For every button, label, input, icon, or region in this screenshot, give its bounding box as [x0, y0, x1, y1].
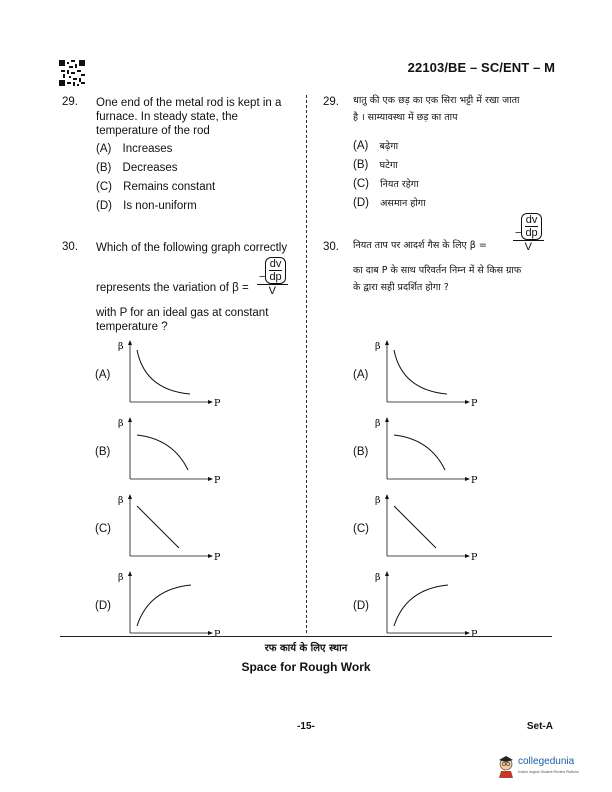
right-q29-text2: है । साम्यावस्था में छड़ का ताप — [353, 112, 458, 123]
x-axis-label: P — [214, 629, 221, 640]
left-graph-a-label: (A) — [95, 369, 111, 381]
left-q30-number: 30. — [62, 241, 78, 253]
page-number: -15- — [297, 721, 315, 732]
y-axis-label: β — [375, 418, 381, 429]
x-axis-label: P — [471, 475, 478, 486]
right-q30-line2: का दाब P के साथ परिवर्तन निम्न में से किस ग्राफ — [353, 265, 522, 276]
curve-decreasing-hyperbola — [394, 350, 447, 394]
left-q30-line2: represents the variation of β = — [96, 282, 249, 294]
rough-work-english: Space for Rough Work — [241, 660, 371, 674]
right-q30-number: 30. — [323, 241, 339, 253]
left-q30-line3: with P for an ideal gas at constant temperature ? — [96, 307, 269, 333]
curve-concave-down — [137, 435, 188, 470]
left-q30-line1: Which of the following graph correctly — [96, 242, 288, 254]
curve-straight-line — [137, 506, 179, 548]
right-q29-option-b: (B) घटेगा — [353, 159, 398, 171]
left-graph-a — [115, 338, 225, 410]
logo-tagline: India's largest Student Review Platform — [518, 770, 579, 774]
rough-work-hindi: रफ कार्य के लिए स्थान — [264, 643, 348, 654]
x-axis-label: P — [214, 552, 221, 563]
right-graph-a-label: (A) — [353, 369, 369, 381]
left-q29-number: 29. — [62, 96, 78, 108]
right-graph-b-label: (B) — [353, 446, 369, 458]
left-q29-option-a: (A) Increases — [96, 143, 173, 155]
mascot-icon — [496, 754, 516, 778]
left-q29-option-b: (B) Decreases — [96, 162, 178, 174]
right-graph-d-label: (D) — [353, 600, 369, 612]
left-graph-d-label: (D) — [95, 600, 111, 612]
right-q30-line3: के द्वारा सही प्रदर्शित होगा ? — [353, 282, 449, 293]
collegedunia-logo — [496, 752, 604, 784]
left-graph-c — [115, 492, 225, 564]
right-q30-line1: नियत ताप पर आदर्श गैस के लिए β = — [353, 240, 487, 251]
left-graph-b-label: (B) — [95, 446, 111, 458]
x-axis-label: P — [214, 475, 221, 486]
y-axis-label: β — [118, 572, 124, 583]
right-q29-option-c: (C) नियत रहेगा — [353, 178, 419, 190]
curve-concave-down — [394, 435, 445, 470]
logo-name: collegedunia — [518, 756, 575, 767]
left-graph-d — [115, 569, 225, 641]
y-axis-label: β — [118, 418, 124, 429]
column-divider — [306, 95, 307, 633]
left-beta-fraction: − $\frac{dv}{dp}$ V — [257, 257, 288, 297]
right-graph-d — [372, 569, 482, 641]
right-q29-text1: धातु की एक छड़ का एक सिरा भट्टी में रखा जाता — [353, 95, 520, 106]
paper-code: 22103/BE – SC/ENT – M — [407, 60, 555, 75]
left-q29-option-d: (D) Is non-uniform — [96, 200, 197, 212]
left-q29-text: One end of the metal rod is kept in a furnace. In steady state, the temperature of the rod — [96, 97, 282, 137]
curve-increasing-saturating — [137, 585, 191, 626]
right-graph-c — [372, 492, 482, 564]
y-axis-label: β — [375, 572, 381, 583]
right-q29-number: 29. — [323, 96, 339, 108]
right-q29-option-a: (A) बढ़ेगा — [353, 140, 399, 152]
right-beta-fraction: − $\frac{dv}{dp}$ V — [513, 213, 544, 253]
qr-code-icon — [59, 60, 85, 86]
left-graph-b — [115, 415, 225, 487]
y-axis-label: β — [375, 341, 381, 352]
x-axis-label: P — [471, 552, 478, 563]
left-graph-c-label: (C) — [95, 523, 111, 535]
set-label: Set-A — [526, 721, 553, 732]
left-q29-option-c: (C) Remains constant — [96, 181, 216, 193]
right-graph-c-label: (C) — [353, 523, 369, 535]
curve-increasing-saturating — [394, 585, 448, 626]
right-q29-option-d: (D) असमान होगा — [353, 197, 426, 209]
curve-straight-line — [394, 506, 436, 548]
right-graph-a — [372, 338, 482, 410]
y-axis-label: β — [375, 495, 381, 506]
y-axis-label: β — [118, 495, 124, 506]
x-axis-label: P — [471, 398, 478, 409]
x-axis-label: P — [471, 629, 478, 640]
curve-decreasing-hyperbola — [137, 350, 190, 394]
y-axis-label: β — [118, 341, 124, 352]
right-graph-b — [372, 415, 482, 487]
x-axis-label: P — [214, 398, 221, 409]
rough-work-rule — [60, 636, 552, 637]
